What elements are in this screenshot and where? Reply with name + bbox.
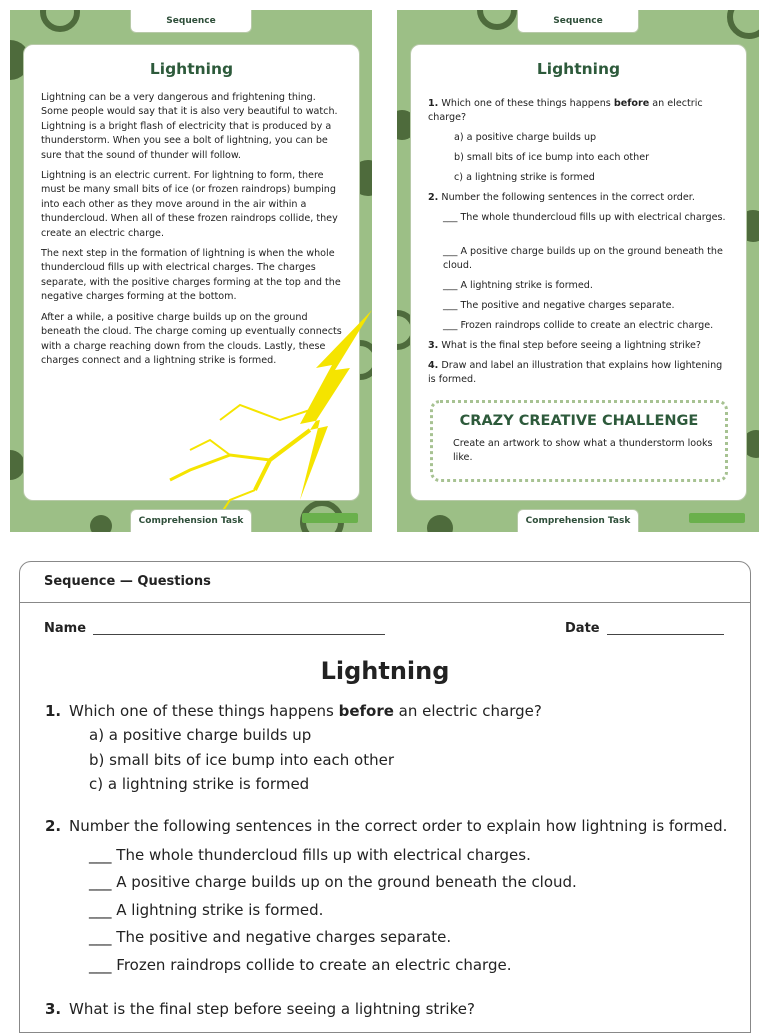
question-2: 2. Number the following sentences in the correct order to explain how lightning is formed. bbox=[45, 817, 728, 835]
name-label: Name bbox=[44, 621, 87, 636]
answer-blank[interactable]: ___ bbox=[89, 873, 112, 891]
name-field[interactable] bbox=[93, 634, 385, 635]
page-title: Lightning bbox=[536, 60, 621, 78]
footer-label: Comprehension Task bbox=[517, 509, 639, 532]
question-3: 3. What is the final step before seeing a lightning strike? bbox=[428, 340, 702, 351]
challenge-title: CRAZY CREATIVE CHALLENGE bbox=[459, 413, 699, 429]
tab-sequence: Sequence bbox=[517, 10, 639, 33]
answer-blank[interactable]: ___ bbox=[89, 846, 112, 864]
paragraph: After a while, a positive charge builds up on the ground beneath the cloud. The charge coming up eventually connects with a charge reaching down from the clouds. Lastly, these charges connect and a lightning strike is formed. bbox=[41, 311, 342, 366]
questions-card bbox=[397, 10, 759, 532]
teach-starter-logo bbox=[302, 513, 358, 523]
worksheet bbox=[19, 561, 751, 1033]
date-label: Date bbox=[565, 621, 600, 636]
challenge-box bbox=[430, 400, 728, 482]
footer-label: Comprehension Task bbox=[130, 509, 252, 532]
sequence-item: ___ The positive and negative charges separate. bbox=[89, 928, 452, 946]
sequence-item: ___ The positive and negative charges separate. bbox=[443, 300, 675, 311]
challenge-text: Create an artwork to show what a thunderstorm looks like. bbox=[453, 438, 713, 463]
tab-sequence: Sequence bbox=[130, 10, 252, 33]
question-1: 1. Which one of these things happens before an electric charge? bbox=[45, 702, 542, 720]
lightning-bolt-illustration bbox=[160, 310, 372, 520]
sequence-item: ___ The whole thundercloud fills up with electrical charges. bbox=[443, 212, 726, 223]
worksheet-header: Sequence — Questions bbox=[20, 562, 750, 603]
question-2: 2. Number the following sentences in the correct order. bbox=[428, 192, 695, 203]
answer-blank[interactable]: ___ bbox=[89, 901, 112, 919]
paragraph: The next step in the formation of lightning is when the whole thundercloud fills up with electrical charges. The charges separate, with the positive charges forming at the top and the negative charges forming at the bottom. bbox=[41, 248, 341, 303]
sequence-item: ___ The whole thundercloud fills up with electrical charges. bbox=[89, 846, 531, 864]
answer-blank[interactable]: ___ bbox=[89, 928, 112, 946]
page-title: Lightning bbox=[149, 60, 234, 78]
sequence-item: ___ Frozen raindrops collide to create an electric charge. bbox=[89, 956, 512, 974]
sequence-item: ___ A lightning strike is formed. bbox=[443, 280, 593, 291]
option-c: c) a lightning strike is formed bbox=[454, 172, 595, 183]
sequence-item: ___ Frozen raindrops collide to create an electric charge. bbox=[443, 320, 714, 331]
paragraph: Lightning is an electric current. For lightning to form, there must be many small bits of ice (or frozen raindrops) bumping into each other as they move around in the air within a thundercloud. When all of these frozen raindrops collide, they create an electric charge. bbox=[41, 170, 338, 239]
option-a: a) a positive charge builds up bbox=[454, 132, 597, 143]
worksheet-title: Lightning bbox=[320, 657, 450, 685]
questions-panel bbox=[410, 44, 747, 501]
sequence-item: ___ A positive charge builds up on the ground beneath the cloud. bbox=[443, 246, 723, 271]
option-b: b) small bits of ice bump into each other bbox=[89, 751, 394, 769]
option-b: b) small bits of ice bump into each other bbox=[454, 152, 650, 163]
question-1: 1. Which one of these things happens before an electric charge? bbox=[428, 98, 703, 123]
question-3: 3. What is the final step before seeing a lightning strike? bbox=[45, 1000, 475, 1018]
sequence-item: ___ A positive charge builds up on the ground beneath the cloud. bbox=[89, 873, 577, 891]
sequence-item: ___ A lightning strike is formed. bbox=[89, 901, 324, 919]
question-4: 4. Draw and label an illustration that explains how lightening is formed. bbox=[428, 360, 723, 385]
date-field[interactable] bbox=[607, 634, 724, 635]
reading-card bbox=[10, 10, 372, 532]
teach-starter-logo bbox=[689, 513, 745, 523]
answer-blank[interactable]: ___ bbox=[89, 956, 112, 974]
option-c: c) a lightning strike is formed bbox=[89, 775, 310, 793]
option-a: a) a positive charge builds up bbox=[89, 726, 312, 744]
paragraph: Lightning can be a very dangerous and frightening thing. Some people would say that it is also very beautiful to watch. Lightning is a bright flash of electricity that is produced by a thunderstorm. When you see a bolt of lightning, you can be sure that the sound of thunder will follow. bbox=[41, 92, 338, 161]
